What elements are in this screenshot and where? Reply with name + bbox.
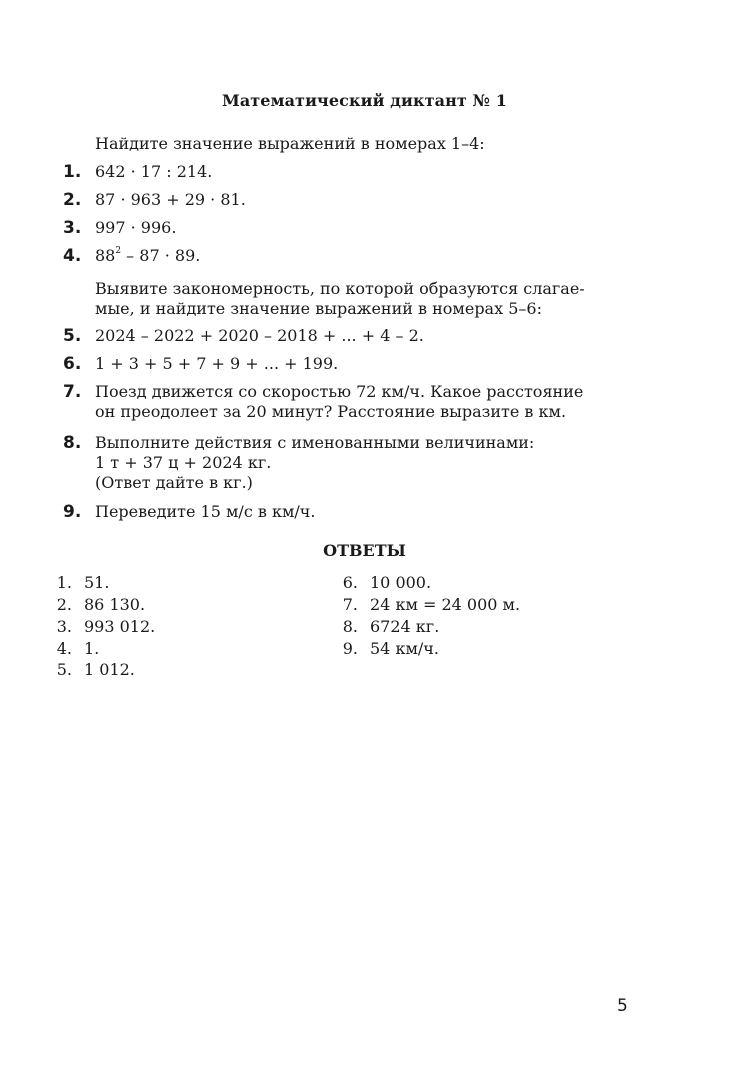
- answer-item: [328, 639, 439, 659]
- task-number: 7.: [63, 382, 82, 402]
- answer-item: [328, 573, 431, 593]
- answers-heading: ОТВЕТЫ: [323, 541, 406, 560]
- answer-number: 1.: [56, 573, 72, 592]
- task-text: он преодолеет за 20 минут? Расстояние выразите в км.: [95, 402, 567, 421]
- task-number: 5.: [63, 326, 82, 346]
- task-number: 2.: [63, 190, 82, 210]
- answer-value: 51.: [84, 573, 110, 592]
- instruction-line: мые, и найдите значение выражений в номерах 5–6:: [95, 299, 542, 318]
- task-text: Переведите 15 м/с в км/ч.: [95, 502, 316, 521]
- answer-number: 3.: [56, 617, 72, 636]
- answer-number: 4.: [56, 639, 72, 658]
- task-text: 642 · 17 : 214.: [95, 162, 213, 181]
- answer-item: [328, 617, 439, 637]
- instruction-tasks-1-4: Найдите значение выражений в номерах 1–4:: [95, 134, 485, 153]
- answer-value: 1 012.: [84, 660, 135, 679]
- task-number: 1.: [63, 162, 82, 182]
- instruction-tasks-5-6: [95, 279, 655, 319]
- task-text: Выполните действия с именованными величинами:: [95, 433, 535, 452]
- answer-value: 1.: [84, 639, 100, 658]
- task-text: 87 · 963 + 29 · 81.: [95, 190, 246, 209]
- task-number: 9.: [63, 502, 82, 522]
- answer-number: 7.: [342, 595, 358, 614]
- task-text: [95, 246, 655, 266]
- answer-value: 24 км = 24 000 м.: [370, 595, 521, 614]
- answer-number: 5.: [56, 660, 72, 679]
- task-number: 3.: [63, 218, 82, 238]
- power-exponent: 2: [115, 246, 122, 256]
- answer-item: [42, 660, 135, 680]
- task-number: 8.: [63, 433, 82, 453]
- answer-item: [328, 595, 520, 615]
- power-base: 88: [95, 246, 116, 265]
- expression-rest: – 87 · 89.: [121, 246, 201, 265]
- answer-item: [42, 573, 109, 593]
- page-number: 5: [617, 996, 628, 1016]
- task-text: 1 + 3 + 5 + 7 + 9 + ... + 199.: [95, 354, 339, 373]
- task-text: Поезд движется со скоростью 72 км/ч. Какое расстояние: [95, 382, 584, 401]
- task-text: (Ответ дайте в кг.): [95, 473, 253, 492]
- answer-number: 6.: [342, 573, 358, 592]
- task-text: 2024 – 2022 + 2020 – 2018 + ... + 4 – 2.: [95, 326, 424, 345]
- answer-item: [42, 639, 99, 659]
- answer-value: 54 км/ч.: [370, 639, 439, 658]
- answer-number: 8.: [342, 617, 358, 636]
- instruction-line: Выявите закономерность, по которой образуются слагае-: [95, 279, 585, 298]
- answer-number: 2.: [56, 595, 72, 614]
- task-number: 4.: [63, 246, 82, 266]
- answer-item: [42, 617, 155, 637]
- answer-value: 993 012.: [84, 617, 156, 636]
- answer-value: 10 000.: [370, 573, 432, 592]
- answer-value: 86 130.: [84, 595, 146, 614]
- answer-number: 9.: [342, 639, 358, 658]
- answer-value: 6724 кг.: [370, 617, 440, 636]
- answer-item: [42, 595, 145, 615]
- task-text: 1 т + 37 ц + 2024 кг.: [95, 453, 272, 472]
- task-text: 997 · 996.: [95, 218, 177, 237]
- task-number: 6.: [63, 354, 82, 374]
- page-title: Математический диктант № 1: [222, 91, 507, 110]
